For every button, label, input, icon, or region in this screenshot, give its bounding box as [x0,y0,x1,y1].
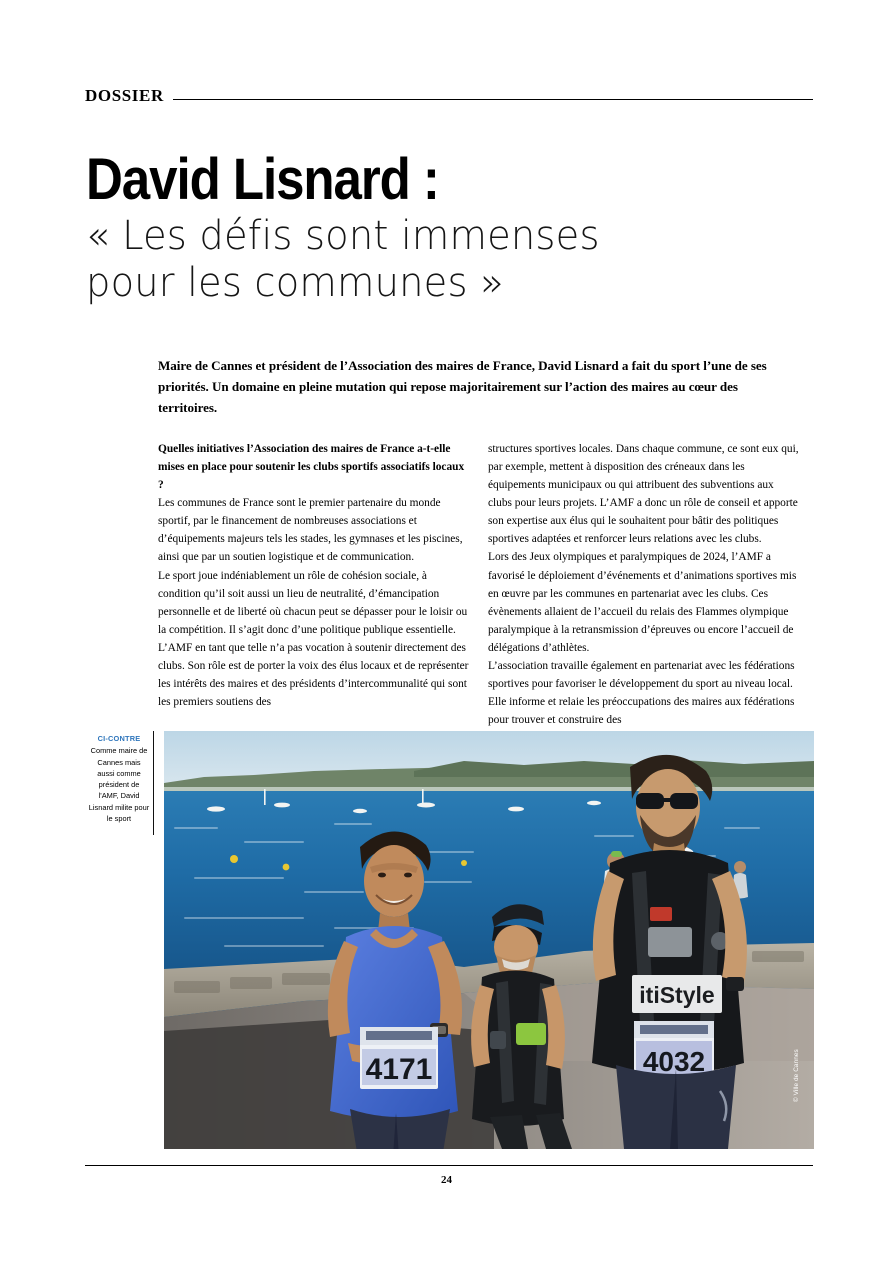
photo-illustration [164,731,814,1149]
subtitle-line-2: pour les communes » [86,260,504,307]
footer-rule [85,1165,813,1166]
page-subtitle [86,213,700,307]
subtitle-line-1: « Les défis sont immenses [86,212,600,259]
header-rule [173,99,813,100]
paragraph: Les communes de France sont le premier partenaire du monde sportif, par le financement de nombreuses associations et d’équipements majeurs tels les stades, les gymnases et les piscines, ainsi que par un soutien logistique et de communication. [158,497,463,564]
caption-heading: CI-CONTRE [97,734,141,743]
section-kicker: DOSSIER [85,86,164,105]
body-column-left [158,440,470,711]
interview-question: Quelles initiatives l’Association des maires de France a-t-elle mises en place pour soutenir les clubs sportifs associatifs locaux ? [158,443,465,492]
svg-text:itiStyle: itiStyle [639,982,715,1008]
race-bib-right [634,1021,714,1079]
paragraph: L’AMF en tant que telle n’a pas vocation à soutenir directement des clubs. Son rôle est de porter la voix des élus locaux et de représenter les intérêts des maires et des présidents d’intercommunalité qui sont les premiers soutiens des [158,641,469,709]
page-number: 24 [441,1174,452,1186]
photo-margin-caption [88,733,150,824]
page-header [85,78,813,104]
standfirst: Maire de Cannes et président de l’Association des maires de France, David Lisnard a fait du sport l’une de ses priorités. Un domaine en pleine mutation qui repose majoritairement sur l’action des maires au cœur des territoires. [158,358,767,416]
paragraph: structures sportives locales. Dans chaque commune, ce sont eux qui, par exemple, mettent à disposition des créneaux dans les équipements municipaux ou qui attribuent des subventions aux clubs pour leurs projets. L’AMF a donc un rôle de conseil et apporte son expertise aux élus qui le souhaitent pour bâtir des politiques sportives adaptées et renforcer leurs relations avec les clubs. [488,443,799,546]
title-block [86,147,726,307]
race-bib-front [360,1027,438,1089]
paragraph: Lors des Jeux olympiques et paralympiques de 2024, l’AMF a favorisé le déploiement d’événements et d’animations sportives mis en œuvre par les communes en partenariat avec les clubs. Ces évènements allaient de l’accueil du relais des Flammes olympique paralympique à la retransmission d’épreuves ou encore l’accueil de délégations d’athlètes. [488,551,797,654]
page-title: David Lisnard : [86,147,439,212]
feature-photo [164,731,814,1149]
caption-divider [153,731,154,835]
paragraph: Le sport joue indéniablement un rôle de cohésion sociale, à condition qu’il soit aussi un lieu de neutralité, d’émancipation personnelle et de liberté où chacun peut se dépasser pour le loisir ou la compétition. Il s’agit donc d’une politique publique essentielle. [158,569,468,636]
paragraph: L’association travaille également en partenariat avec les fédérations sportives pour favoriser le développement du sport au niveau local. Elle informe et relaie les préoccupations des maires aux fédérations pour trouver et construire des [488,659,795,727]
caption-text: Comme maire de Cannes mais aussi comme président de l’AMF, David Lisnard milite pour le sport [88,746,150,823]
body-column-right [488,440,800,729]
svg-text:4171: 4171 [365,1053,433,1086]
photo-credit: © Ville de Cannes [793,1049,800,1102]
svg-text:4032: 4032 [642,1046,706,1077]
